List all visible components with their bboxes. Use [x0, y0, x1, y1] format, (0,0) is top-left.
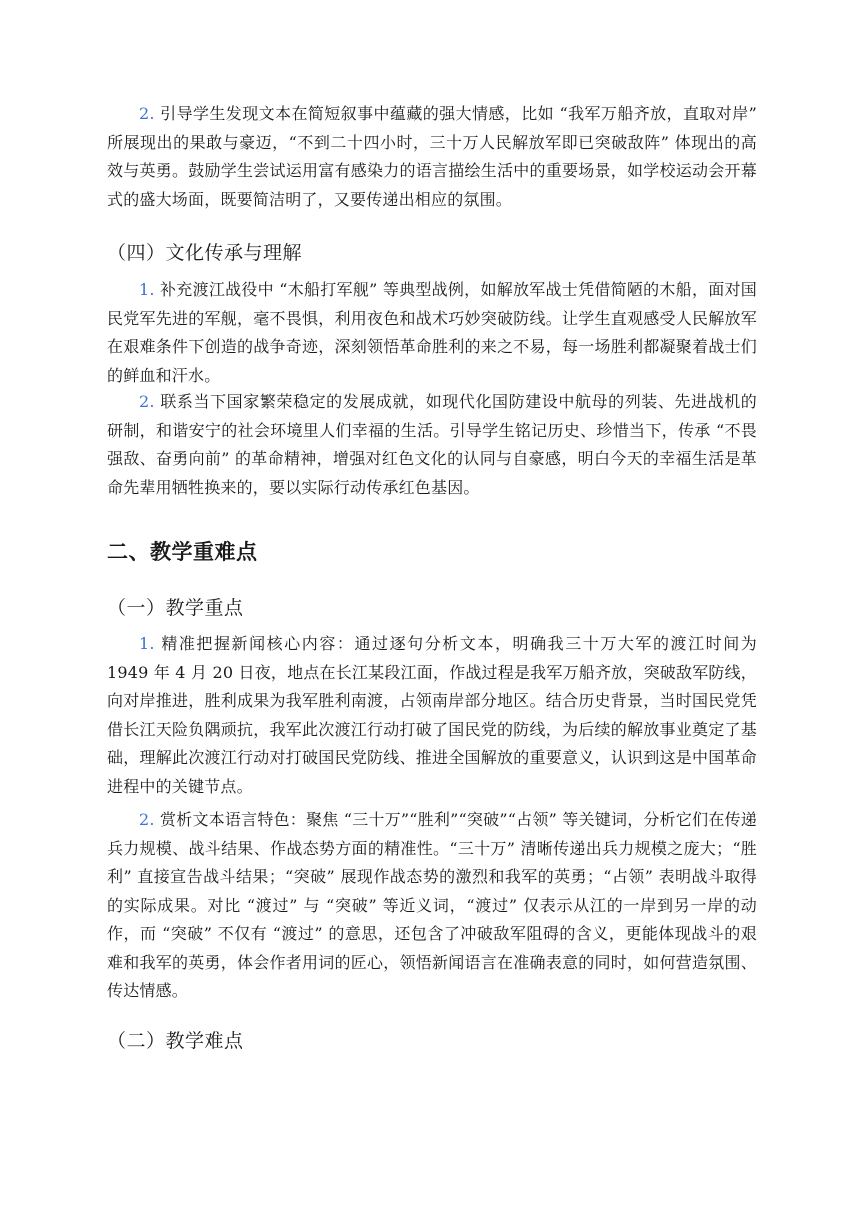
heading-difficult-points: [107, 1026, 757, 1053]
paragraph-text: 赏析文本语言特色：聚焦 “三十万”“胜利”“突破”“占领” 等关键词，分析它们在传递兵力规模、战斗结果、作战态势方面的精准性。“三十万” 清晰传递出兵力规模之庞大；“胜利” 直接宣告战斗结果；“突破” 展现作战态势的激烈和我军的英勇；“占领” 表明战斗取得的实际成果。对比 “渡过” 与 “突破” 等近义词，“渡过” 仅表示从江的一岸到另一岸的动作，而 “突破” 不仅有 “渡过” 的意思，还包含了冲破敌军阻碍的含义，更能体现战斗的艰难和我军的英勇，体会作者用词的匠心，领悟新闻语言在准确表意的同时，如何营造氛围、传达情感。: [107, 810, 757, 1000]
section-heading: （二）教学难点: [107, 1030, 244, 1052]
list-number: 1.: [139, 280, 155, 299]
section-heading: （四）文化传承与理解: [107, 242, 303, 264]
heading-culture: [107, 238, 757, 265]
list-number: 2.: [139, 392, 155, 411]
paragraph-key-1: [107, 630, 757, 809]
paragraph-text: 补充渡江战役中 “木船打军舰” 等典型战例，如解放军战士凭借简陋的木船，面对国民党军先进的军舰，毫不畏惧，利用夜色和战术巧妙突破防线。让学生直观感受人民解放军在艰难条件下创造的战争奇迹，深刻领悟革命胜利的来之不易，每一场胜利都凝聚着战士们的鲜血和汗水。: [107, 280, 757, 385]
list-number: 2.: [139, 104, 155, 123]
paragraph-key-2: [107, 806, 757, 1014]
paragraph-text: 精准把握新闻核心内容：通过逐句分析文本，明确我三十万大军的渡江时间为 1949 年 4 月 20 日夜，地点在长江某段江面，作战过程是我军万船齐放，突破敌军防线，向对岸推进，胜利成果为我军胜利南渡，占领南岸部分地区。结合历史背景，当时国民党凭借长江天险负隅顽抗，我军此次渡江行动打破了国民党的防线，为后续的解放事业奠定了基础，理解此次渡江行动对打破国民党防线、推进全国解放的重要意义，认识到这是中国革命进程中的关键节点。: [107, 634, 757, 796]
heading-difficulty: [107, 536, 757, 566]
section-heading: （一）教学重点: [107, 597, 244, 619]
list-number: 1.: [139, 634, 155, 653]
paragraph-culture-1: [107, 276, 757, 398]
heading-key-points: [107, 593, 757, 620]
chapter-heading: 二、教学重难点: [107, 540, 258, 564]
paragraph-text: 引导学生发现文本在简短叙事中蕴藏的强大情感，比如 “我军万船齐放，直取对岸” 所展现出的果敢与豪迈，“不到二十四小时，三十万人民解放军即已突破敌阵” 体现出的高效与英勇。鼓励学生尝试运用富有感染力的语言描绘生活中的重要场景，如学校运动会开幕式的盛大场面，既要简洁明了，又要传递出相应的氛围。: [107, 104, 757, 209]
paragraph-text: 联系当下国家繁荣稳定的发展成就，如现代化国防建设中航母的列装、先进战机的研制，和谐安宁的社会环境里人们幸福的生活。引导学生铭记历史、珍惜当下，传承 “不畏强敌、奋勇向前” 的革命精神，增强对红色文化的认同与自豪感，明白今天的幸福生活是革命先辈用牺牲换来的，要以实际行动传承红色基因。: [107, 392, 757, 497]
paragraph-culture-2: [107, 388, 757, 510]
paragraph-emotion: [107, 100, 757, 222]
list-number: 2.: [139, 810, 155, 829]
